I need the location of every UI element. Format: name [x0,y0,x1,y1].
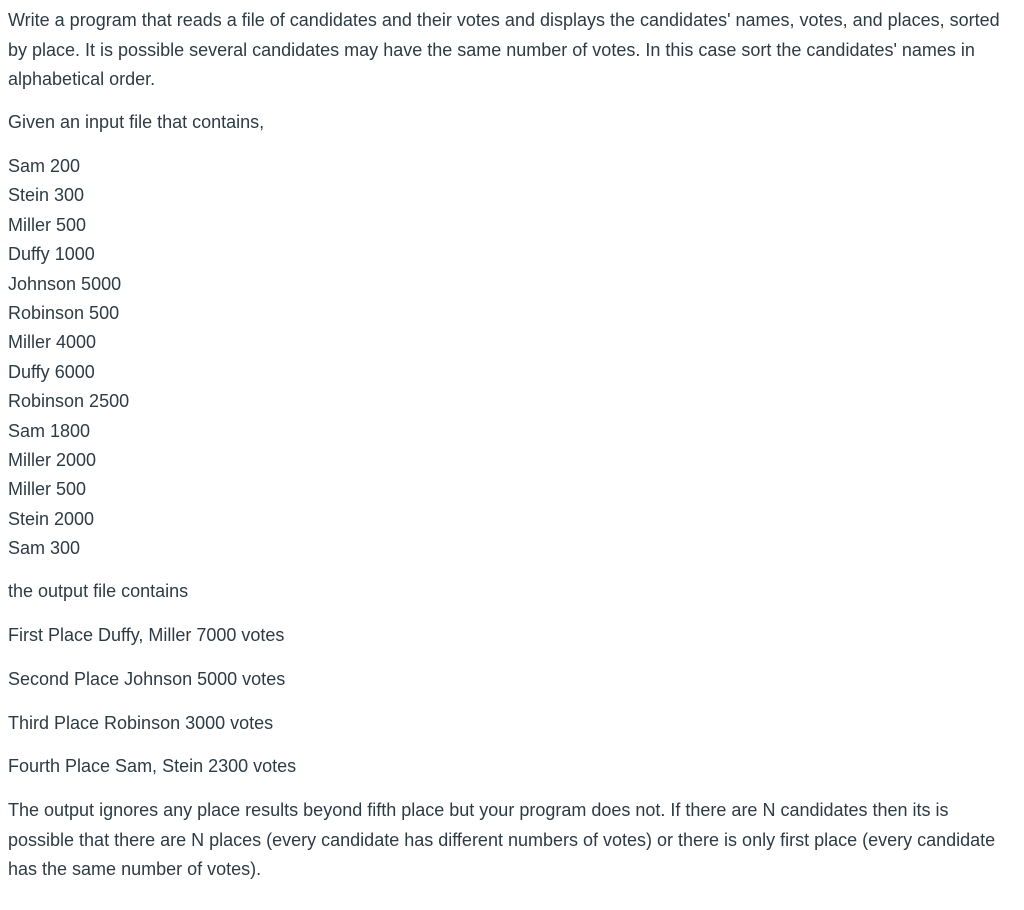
closing-paragraph: The output ignores any place results beyond fifth place but your program does not. If there are N candidates then its is possible that there are N places (every candidate has different numbers of votes) or there is only first place (every candidate has the same number of votes). [8,800,996,880]
input-line: Sam 300 [8,538,81,559]
input-line: Duffy 1000 [8,244,95,265]
output-result-line: Fourth Place Sam, Stein 2300 votes [8,756,297,777]
output-result-line: Third Place Robinson 3000 votes [8,712,274,733]
input-line: Duffy 6000 [8,361,95,382]
input-line: Sam 200 [8,156,81,176]
input-line: Stein 2000 [8,508,95,529]
assignment-description [8,6,1013,885]
given-input-heading: Given an input file that contains, [8,111,265,132]
input-line: Miller 2000 [8,449,97,470]
output-result-line: Second Place Johnson 5000 votes [8,668,286,689]
input-line: Johnson 5000 [8,273,122,294]
input-line: Stein 300 [8,185,85,206]
input-line: Miller 500 [8,479,87,500]
input-line: Miller 500 [8,214,87,235]
input-file-lines [8,152,1013,563]
output-file-heading: the output file contains [8,581,189,602]
input-line: Robinson 500 [8,302,120,323]
intro-paragraph: Write a program that reads a file of candidates and their votes and displays the candidates' names, votes, and places, sorted by place. It is possible several candidates may have the same number of votes. In this case sort the candidates' names in alphabetical order. [8,10,1000,89]
input-line: Miller 4000 [8,332,97,353]
output-result-line: First Place Duffy, Miller 7000 votes [8,624,285,645]
input-line: Robinson 2500 [8,391,130,412]
input-line: Sam 1800 [8,420,91,441]
